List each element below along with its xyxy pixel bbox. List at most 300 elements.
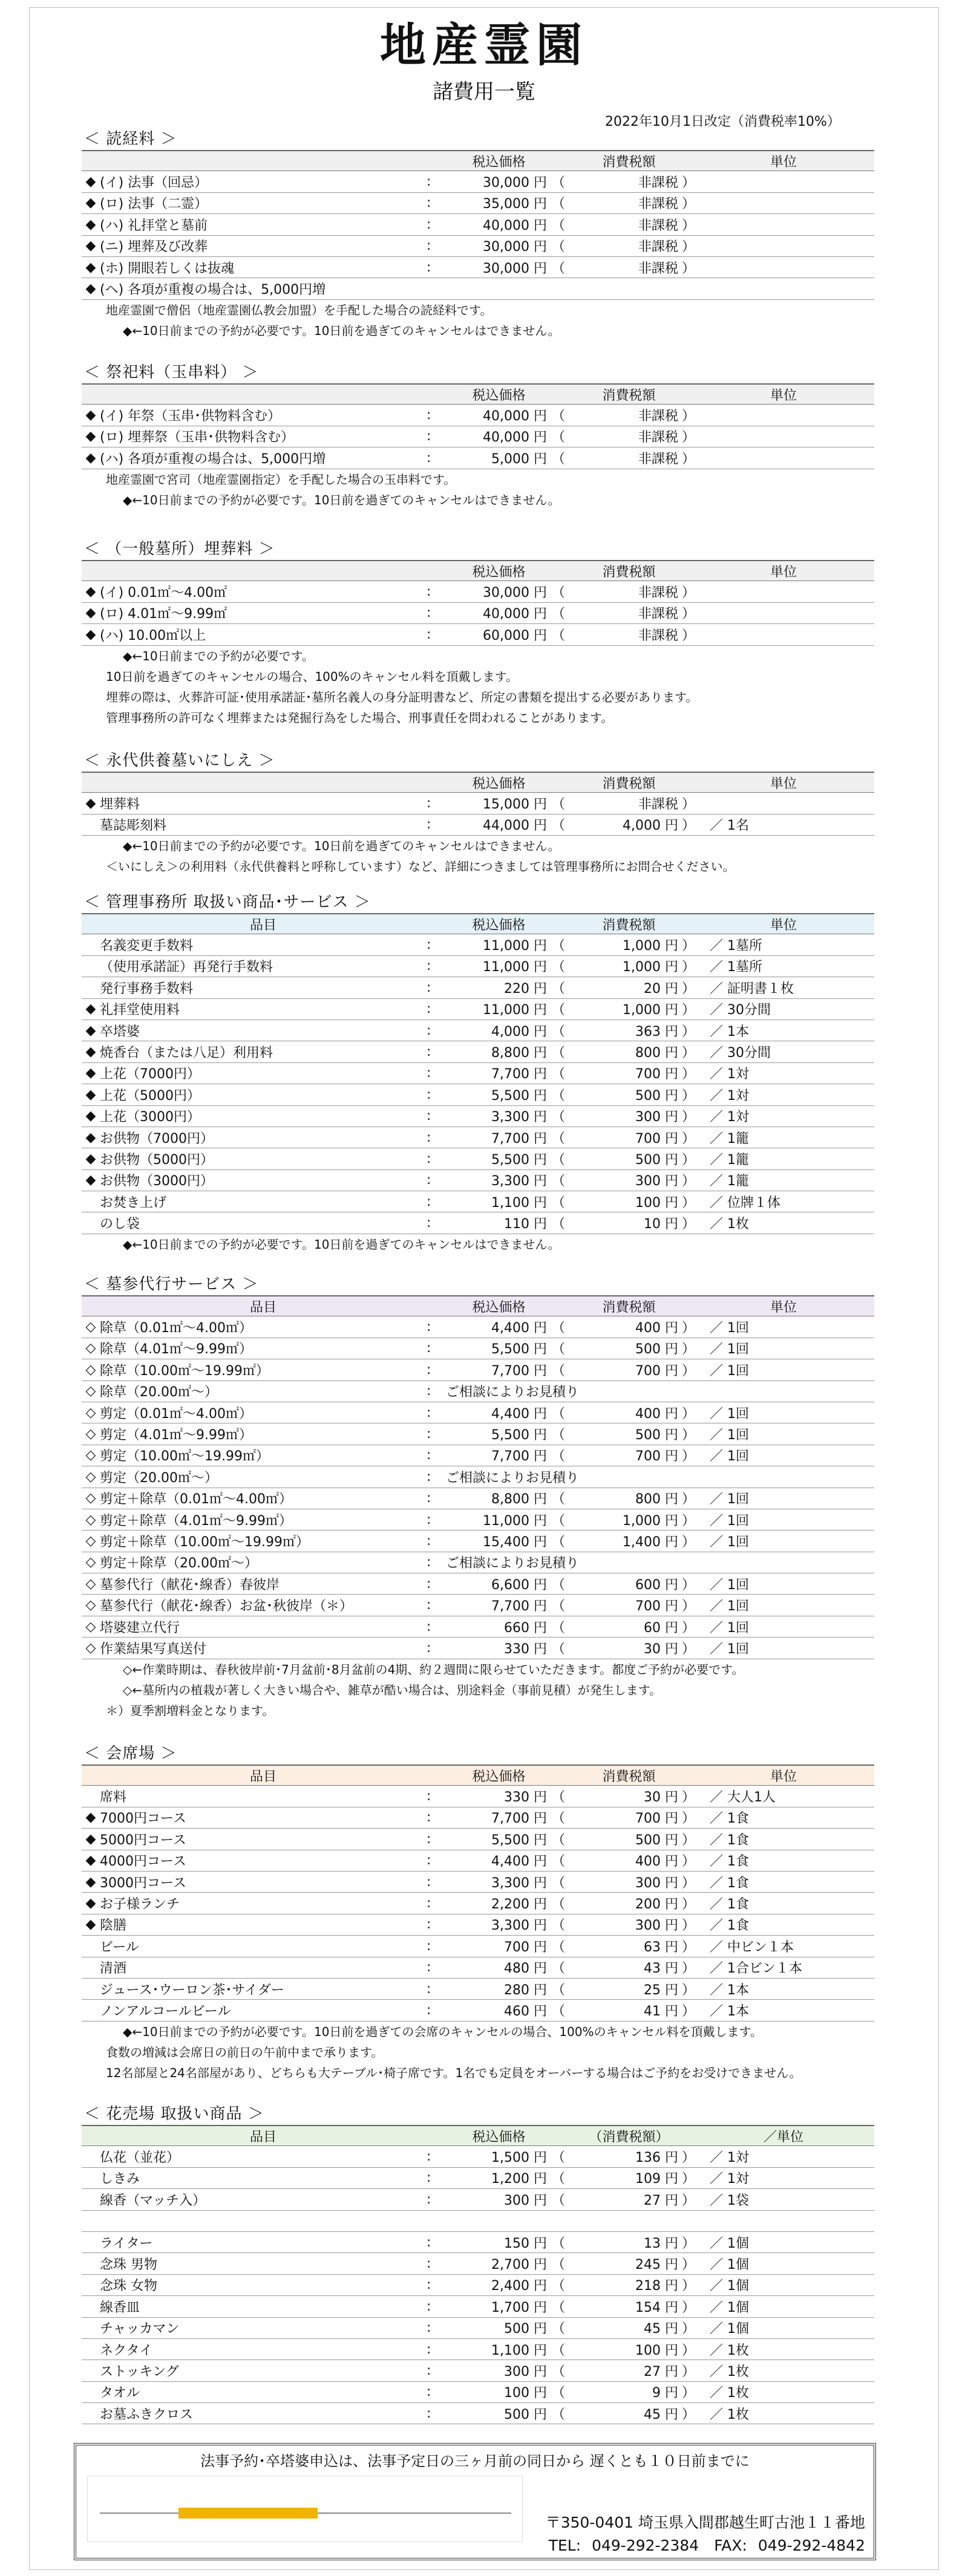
row-tax-value: 700 円 bbox=[635, 1599, 678, 1615]
row-unit: ／ 1枚 bbox=[710, 2407, 749, 2422]
row-tax-open: （ bbox=[552, 1046, 566, 1061]
row-tax-wrap bbox=[552, 1361, 706, 1379]
row-unit: ／ 1個 bbox=[710, 2300, 749, 2315]
row-item-name: 剪定（10.00㎡～19.99㎡） bbox=[100, 1449, 269, 1465]
row-item-name: （使用承諾証）再発行手数料 bbox=[100, 960, 273, 975]
row-tax-close: ） bbox=[682, 2150, 696, 2166]
row-tax-open: （ bbox=[552, 585, 566, 601]
row-item-name: 埋葬料 bbox=[100, 797, 140, 813]
row-item-name: 除草（20.00㎡～） bbox=[100, 1385, 218, 1400]
row-item-name: 7000円コース bbox=[100, 1811, 186, 1827]
header-unit: 単位 bbox=[770, 776, 797, 792]
row-tax bbox=[552, 1489, 706, 1508]
row-mark: ◆ bbox=[85, 1831, 96, 1847]
row-tax-value: 30 円 bbox=[644, 1790, 678, 1806]
section-note: ◆←10日前までの予約が必要です。 bbox=[123, 648, 314, 663]
row-tax-close: ） bbox=[682, 585, 696, 601]
table-row bbox=[82, 2296, 874, 2317]
row-colon: : bbox=[427, 1341, 431, 1356]
row-tax-close: ） bbox=[682, 1174, 696, 1189]
row-mark: ◆ bbox=[85, 408, 96, 423]
row-mark: ◇ bbox=[85, 1448, 96, 1463]
row-unit: ／ 1本 bbox=[710, 2003, 749, 2019]
table-row bbox=[82, 257, 874, 278]
row-unit: ／ 1個 bbox=[710, 2257, 749, 2273]
row-tax-wrap bbox=[552, 2233, 706, 2252]
header-item: 品目 bbox=[249, 1769, 276, 1784]
row-tax-wrap bbox=[552, 1021, 706, 1040]
row-unit: ／ 30分間 bbox=[710, 1046, 771, 1061]
row-tax bbox=[552, 2275, 706, 2294]
row-tax-open: （ bbox=[552, 607, 566, 622]
row-tax bbox=[552, 1873, 706, 1891]
row-tax-value: 500 円 bbox=[635, 1832, 678, 1848]
row-tax-wrap bbox=[552, 194, 706, 212]
table-row bbox=[82, 1638, 874, 1659]
row-unit: ／ 1枚 bbox=[710, 2386, 749, 2401]
row-unit: ／ 1回 bbox=[710, 1620, 749, 1636]
row-tax-wrap bbox=[552, 427, 706, 446]
section-note: 地産霊園で宮司（地産霊園指定）を手配した場合の玉串料です。 bbox=[106, 472, 456, 487]
row-unit: ／ 1枚 bbox=[710, 2343, 749, 2358]
row-price: 1,100 円 bbox=[491, 2343, 547, 2358]
row-item-name: 除草（0.01㎡～4.00㎡） bbox=[100, 1321, 252, 1336]
row-colon: : bbox=[427, 1319, 431, 1335]
row-price: 7,700 円 bbox=[491, 1811, 547, 1827]
row-price: 30,000 円 bbox=[483, 175, 547, 191]
row-tax-open: （ bbox=[552, 1982, 566, 1998]
row-tax-open: （ bbox=[552, 2407, 566, 2422]
row-unit: ／ 1回 bbox=[710, 1342, 749, 1358]
row-tax-value: 20 円 bbox=[644, 981, 678, 997]
row-tax-value: 非課税 bbox=[638, 197, 678, 212]
row-item-name: 塔婆建立代行 bbox=[100, 1620, 180, 1636]
row-tax-wrap bbox=[552, 1064, 706, 1082]
row-tax-wrap bbox=[552, 2190, 706, 2209]
row-item-name: 清酒 bbox=[100, 1961, 127, 1977]
table-row bbox=[82, 214, 874, 235]
row-price: 3,300 円 bbox=[491, 1110, 547, 1125]
section-maiso bbox=[82, 538, 874, 728]
row-tax bbox=[552, 236, 706, 255]
row-tax-open: （ bbox=[552, 1110, 566, 1125]
row-tax-close: ） bbox=[682, 1875, 696, 1891]
row-colon: : bbox=[427, 1853, 431, 1869]
row-tax-close: ） bbox=[682, 1428, 696, 1443]
table-header bbox=[82, 150, 874, 171]
row-tax-close: ） bbox=[682, 1363, 696, 1379]
row-price: 15,000 円 bbox=[483, 797, 547, 813]
row-item-name: 念珠 女物 bbox=[100, 2278, 157, 2294]
row-price: 300 円 bbox=[504, 2364, 547, 2379]
row-item-name: (イ) 法事（回忌） bbox=[100, 175, 208, 191]
row-tax-open: （ bbox=[552, 430, 566, 446]
row-price: 5,500 円 bbox=[491, 1342, 547, 1358]
row-price: 11,000 円 bbox=[483, 960, 547, 975]
row-tax-wrap bbox=[552, 815, 706, 834]
row-tax-value: 27 円 bbox=[644, 2193, 678, 2208]
row-unit: ／ 1回 bbox=[710, 1363, 749, 1379]
table-row bbox=[82, 1020, 874, 1041]
row-tax bbox=[552, 1361, 706, 1379]
row-unit: ／ 1籠 bbox=[710, 1174, 749, 1189]
row-item-name: 剪定（4.01㎡～9.99㎡） bbox=[100, 1428, 252, 1443]
row-tax-wrap bbox=[552, 1958, 706, 1977]
table-row bbox=[82, 2318, 874, 2339]
row-item-name: 作業結果写真送付 bbox=[100, 1641, 207, 1657]
row-tax bbox=[552, 1532, 706, 1550]
row-price: 4,400 円 bbox=[491, 1854, 547, 1870]
section-dokkyo bbox=[82, 128, 874, 341]
row-unit: ／ 位牌１体 bbox=[710, 1195, 780, 1211]
row-unit: ／ 1回 bbox=[710, 1406, 749, 1422]
row-tax bbox=[552, 1596, 706, 1615]
section-note: ＊）夏季割増料金となります。 bbox=[106, 1703, 275, 1718]
header-item: 品目 bbox=[249, 1299, 276, 1315]
section-note: ◇←墓所内の植栽が著しく大きい場合や、雑草が酷い場合は、別途料金（事前見積）が発生します。 bbox=[123, 1682, 662, 1697]
table-row bbox=[82, 1423, 874, 1445]
header-tax: 消費税額 bbox=[602, 564, 656, 580]
table-row bbox=[82, 1359, 874, 1381]
row-tax-close: ） bbox=[682, 1449, 696, 1465]
section-note: ＜いにしえ＞の利用料（永代供養料と呼称しています）など、詳細につきましては管理事務所にお問合せください。 bbox=[106, 859, 735, 874]
row-tax-value: 300 円 bbox=[635, 1918, 678, 1934]
row-tax-close: ） bbox=[682, 1961, 696, 1977]
table-row bbox=[82, 193, 874, 214]
row-tax-wrap bbox=[552, 1489, 706, 1508]
timeline-bar bbox=[178, 2508, 318, 2519]
row-tax bbox=[552, 1894, 706, 1913]
row-tax-wrap bbox=[552, 1808, 706, 1827]
row-item-name: (ニ) 埋葬及び改葬 bbox=[100, 239, 208, 255]
table-row bbox=[82, 2382, 874, 2403]
row-item-name: しきみ bbox=[100, 2171, 140, 2187]
row-colon: : bbox=[427, 1831, 431, 1847]
header-tax: 消費税額 bbox=[602, 154, 656, 170]
row-mark: ◆ bbox=[85, 450, 96, 466]
row-unit: ／ 1回 bbox=[710, 1321, 749, 1336]
table-header bbox=[82, 913, 874, 934]
row-tax-value: 1,000 円 bbox=[623, 1003, 678, 1018]
header-tax: 消費税額 bbox=[602, 1299, 656, 1315]
row-tax-value: 45 円 bbox=[644, 2321, 678, 2337]
row-tax-open: （ bbox=[552, 1131, 566, 1147]
row-tax-close: ） bbox=[682, 218, 696, 233]
row-tax-close: ） bbox=[682, 1110, 696, 1125]
table-row bbox=[82, 956, 874, 977]
row-tax-close: ） bbox=[682, 261, 696, 276]
row-unit: ／ 1名 bbox=[710, 818, 749, 834]
row-tax-wrap bbox=[552, 582, 706, 601]
row-mark: ◆ bbox=[85, 259, 96, 275]
row-price: 2,200 円 bbox=[491, 1897, 547, 1913]
row-mark: ◇ bbox=[85, 1319, 96, 1335]
row-item-name: 焼香台（または八足）利用料 bbox=[100, 1046, 273, 1061]
row-item-name: 陰膳 bbox=[100, 1918, 127, 1934]
row-unit: ／ 1食 bbox=[710, 1918, 749, 1934]
row-price: 330 円 bbox=[504, 1790, 547, 1806]
row-item-name: 剪定＋除草（10.00㎡～19.99㎡） bbox=[100, 1534, 309, 1550]
row-tax-close: ） bbox=[682, 1534, 696, 1550]
section-note: 地産霊園で僧侶（地産霊園仏教会加盟）を手配した場合の読経料です。 bbox=[106, 302, 492, 317]
row-tax bbox=[552, 2001, 706, 2020]
table-header bbox=[82, 772, 874, 793]
row-mark: ◆ bbox=[85, 1130, 96, 1145]
section-note: ◆←10日前までの予約が必要です。10日前を過ぎてのキャンセルはできません。 bbox=[123, 492, 560, 507]
row-tax bbox=[552, 215, 706, 234]
row-tax-wrap bbox=[552, 1042, 706, 1061]
row-tax-value: 500 円 bbox=[635, 1342, 678, 1358]
row-unit: ／ 1籠 bbox=[710, 1131, 749, 1147]
row-tax bbox=[552, 1000, 706, 1018]
row-unit: ／ 1回 bbox=[710, 1492, 749, 1508]
row-tax-close: ） bbox=[682, 2386, 696, 2401]
row-tax-open: （ bbox=[552, 1875, 566, 1891]
row-tax-value: 10 円 bbox=[644, 1217, 678, 1232]
row-mark: ◆ bbox=[85, 1810, 96, 1826]
row-tax-wrap bbox=[552, 603, 706, 622]
row-colon: : bbox=[427, 1384, 431, 1399]
row-colon: : bbox=[427, 174, 431, 190]
row-price: 1,100 円 bbox=[491, 1195, 547, 1211]
row-tax-close: ） bbox=[682, 1088, 696, 1104]
table-row bbox=[82, 1807, 874, 1829]
row-tax-wrap bbox=[552, 258, 706, 277]
row-colon: : bbox=[427, 1087, 431, 1102]
page-title: 諸費用一覧 bbox=[433, 80, 535, 104]
row-colon: : bbox=[427, 1426, 431, 1442]
table-row bbox=[82, 1402, 874, 1423]
row-tax bbox=[552, 1085, 706, 1104]
row-colon: : bbox=[427, 1789, 431, 1804]
row-unit: ／ 1対 bbox=[710, 2150, 749, 2166]
row-tax bbox=[552, 1808, 706, 1827]
row-tax-open: （ bbox=[552, 2321, 566, 2337]
table-row bbox=[82, 426, 874, 447]
row-colon: : bbox=[427, 2191, 431, 2207]
row-colon: : bbox=[427, 2256, 431, 2272]
row-tax-value: 363 円 bbox=[635, 1024, 678, 1039]
section-kaiseki bbox=[82, 1743, 874, 2083]
row-tax bbox=[552, 1339, 706, 1358]
row-tax-wrap bbox=[552, 794, 706, 813]
row-tax-close: ） bbox=[682, 2257, 696, 2273]
row-tax-open: （ bbox=[552, 1961, 566, 1977]
row-colon: : bbox=[427, 238, 431, 254]
row-mark: ◆ bbox=[85, 195, 96, 211]
row-price: 4,000 円 bbox=[491, 1024, 547, 1039]
table-row bbox=[82, 603, 874, 624]
row-tax-close: ） bbox=[682, 2278, 696, 2294]
table-row bbox=[82, 1595, 874, 1616]
row-tax-open: （ bbox=[552, 797, 566, 813]
table-header bbox=[82, 383, 874, 405]
logo: 地産霊園 bbox=[380, 18, 588, 72]
row-colon: : bbox=[427, 1448, 431, 1463]
row-item-name: 上花（5000円） bbox=[100, 1088, 200, 1104]
header-tax: 消費税額 bbox=[602, 388, 656, 403]
row-price: 60,000 円 bbox=[483, 628, 547, 643]
row-colon: : bbox=[427, 216, 431, 232]
table-row bbox=[82, 1212, 874, 1234]
row-colon: : bbox=[427, 1896, 431, 1911]
row-tax bbox=[552, 1618, 706, 1636]
row-colon: : bbox=[427, 1362, 431, 1377]
row-mark: ◆ bbox=[85, 605, 96, 621]
row-tax-close: ） bbox=[682, 960, 696, 975]
table-row bbox=[82, 1616, 874, 1638]
row-price: 5,500 円 bbox=[491, 1428, 547, 1443]
row-tax-wrap bbox=[552, 449, 706, 467]
row-tax-open: （ bbox=[552, 1088, 566, 1104]
row-colon: : bbox=[427, 408, 431, 423]
row-tax-wrap bbox=[552, 1446, 706, 1465]
table-row bbox=[82, 934, 874, 955]
row-colon: : bbox=[427, 958, 431, 974]
row-tax-value: 9 円 bbox=[652, 2386, 678, 2401]
row-tax bbox=[552, 1403, 706, 1422]
row-unit: ／ 大人1人 bbox=[710, 1790, 776, 1806]
row-price: 40,000 円 bbox=[483, 607, 547, 622]
row-tax-open: （ bbox=[552, 218, 566, 233]
row-tax-close: ） bbox=[682, 1939, 696, 1955]
table-row bbox=[82, 1084, 874, 1105]
row-tax-close: ） bbox=[682, 628, 696, 643]
row-colon: : bbox=[427, 2234, 431, 2250]
row-tax-close: ） bbox=[682, 1321, 696, 1336]
row-colon: : bbox=[427, 2298, 431, 2314]
row-mark: ◇ bbox=[85, 1405, 96, 1420]
row-unit: ／ 1食 bbox=[710, 1811, 749, 1827]
row-unit: ／ 1対 bbox=[710, 1067, 749, 1082]
row-tax-open: （ bbox=[552, 1067, 566, 1082]
row-price: 5,000 円 bbox=[491, 451, 547, 467]
row-tax-wrap bbox=[552, 1787, 706, 1806]
section-title: ＜ 墓参代行サービス ＞ bbox=[84, 1275, 259, 1293]
row-tax-open: （ bbox=[552, 1174, 566, 1189]
row-tax-value: 245 円 bbox=[635, 2257, 678, 2273]
row-colon: : bbox=[427, 2277, 431, 2293]
row-colon: : bbox=[427, 1960, 431, 1976]
row-price: 40,000 円 bbox=[483, 409, 547, 424]
row-tax-value: 非課税 bbox=[638, 261, 678, 276]
section-note: ◆←10日前までの予約が必要です。10日前を過ぎてのキャンセルはできません。 bbox=[123, 323, 560, 338]
table-row bbox=[82, 2403, 874, 2424]
row-tax-close: ） bbox=[682, 981, 696, 997]
table-row bbox=[82, 1127, 874, 1148]
row-unit: ／ 1籠 bbox=[710, 1152, 749, 1168]
row-item-name: 線香皿 bbox=[100, 2300, 140, 2315]
section-title: ＜ 読経料 ＞ bbox=[84, 130, 177, 148]
row-price: 8,800 円 bbox=[491, 1046, 547, 1061]
table-row bbox=[82, 447, 874, 469]
row-tax bbox=[552, 1980, 706, 1999]
row-mark: ◆ bbox=[85, 1065, 96, 1081]
row-tax-open: （ bbox=[552, 409, 566, 424]
header-price: 税込価格 bbox=[472, 917, 526, 933]
row-unit: ／ 1回 bbox=[710, 1428, 749, 1443]
row-tax-wrap bbox=[552, 1171, 706, 1189]
row-colon: : bbox=[427, 1405, 431, 1420]
row-tax-close: ） bbox=[682, 2300, 696, 2315]
row-colon: : bbox=[427, 1640, 431, 1656]
row-price: 30,000 円 bbox=[483, 585, 547, 601]
row-tax-close: ） bbox=[682, 1918, 696, 1934]
row-colon: : bbox=[427, 195, 431, 211]
row-tax-value: 非課税 bbox=[638, 409, 678, 424]
row-tax-close: ） bbox=[682, 607, 696, 622]
table-row bbox=[82, 1509, 874, 1530]
row-price: 4,400 円 bbox=[491, 1406, 547, 1422]
row-item-name: 上花（7000円） bbox=[100, 1067, 200, 1082]
row-colon: : bbox=[427, 450, 431, 466]
row-tax-value: 300 円 bbox=[635, 1875, 678, 1891]
row-tax-open: （ bbox=[552, 2364, 566, 2379]
table-row bbox=[82, 2168, 874, 2189]
row-item-name: 剪定＋除草（4.01㎡～9.99㎡） bbox=[100, 1513, 292, 1529]
row-tax-wrap bbox=[552, 2254, 706, 2273]
row-tax-wrap bbox=[552, 1214, 706, 1232]
row-tax-open: （ bbox=[552, 1321, 566, 1336]
row-tax-value: 1,000 円 bbox=[623, 960, 678, 975]
row-tax-value: 700 円 bbox=[635, 1363, 678, 1379]
row-tax-wrap bbox=[552, 1851, 706, 1870]
row-tax bbox=[552, 406, 706, 424]
row-tax bbox=[552, 1318, 706, 1336]
row-colon: : bbox=[427, 2405, 431, 2421]
row-tax-close: ） bbox=[682, 1513, 696, 1529]
row-tax-value: 700 円 bbox=[635, 1131, 678, 1147]
row-tax-close: ） bbox=[682, 2193, 696, 2208]
row-tax-close: ） bbox=[682, 797, 696, 813]
table-row bbox=[82, 1106, 874, 1127]
footer-phone bbox=[549, 2534, 865, 2555]
row-tax bbox=[552, 1639, 706, 1657]
row-tax bbox=[552, 2168, 706, 2187]
row-tax bbox=[552, 2254, 706, 2273]
table-row bbox=[82, 1936, 874, 1957]
row-tax-open: （ bbox=[552, 1832, 566, 1848]
row-tax bbox=[552, 1107, 706, 1125]
row-price: 3,300 円 bbox=[491, 1875, 547, 1891]
row-tax-open: （ bbox=[552, 451, 566, 467]
row-item-name: ジュース･ウーロン茶･サイダー bbox=[100, 1982, 284, 1998]
table-row bbox=[82, 2000, 874, 2021]
row-unit: ／ 証明書１枚 bbox=[710, 981, 794, 997]
row-tax bbox=[552, 194, 706, 212]
table-header bbox=[82, 1295, 874, 1316]
row-item-name: (ホ) 開眼若しくは抜魂 bbox=[100, 261, 235, 276]
table-row bbox=[82, 1872, 874, 1893]
row-price: 1,500 円 bbox=[491, 2150, 547, 2166]
row-mark: ◆ bbox=[85, 174, 96, 190]
table-header bbox=[82, 1764, 874, 1786]
section-note: 12名部屋と24名部屋があり、どちらも大テーブル･椅子席です。1名でも定員をオーバーする場合はご予約をお受けできません。 bbox=[106, 2065, 802, 2080]
table-row bbox=[82, 2339, 874, 2360]
row-price: 7,700 円 bbox=[491, 1599, 547, 1615]
row-tax bbox=[552, 2382, 706, 2401]
row-tax-close: ） bbox=[682, 1620, 696, 1636]
row-price: 7,700 円 bbox=[491, 1131, 547, 1147]
row-item-name: のし袋 bbox=[100, 1217, 140, 1232]
table-row bbox=[82, 977, 874, 998]
section-note: 埋葬の際は、火葬許可証･使用承諾証･墓所名義人の身分証明書など、所定の書類を提出する必要があります。 bbox=[106, 689, 698, 704]
table-row bbox=[82, 1063, 874, 1084]
row-tax-close: ） bbox=[682, 1131, 696, 1147]
row-item-name: 剪定＋除草（0.01㎡～4.00㎡） bbox=[100, 1492, 292, 1508]
row-mark: ◇ bbox=[85, 1598, 96, 1613]
row-tax bbox=[552, 957, 706, 975]
